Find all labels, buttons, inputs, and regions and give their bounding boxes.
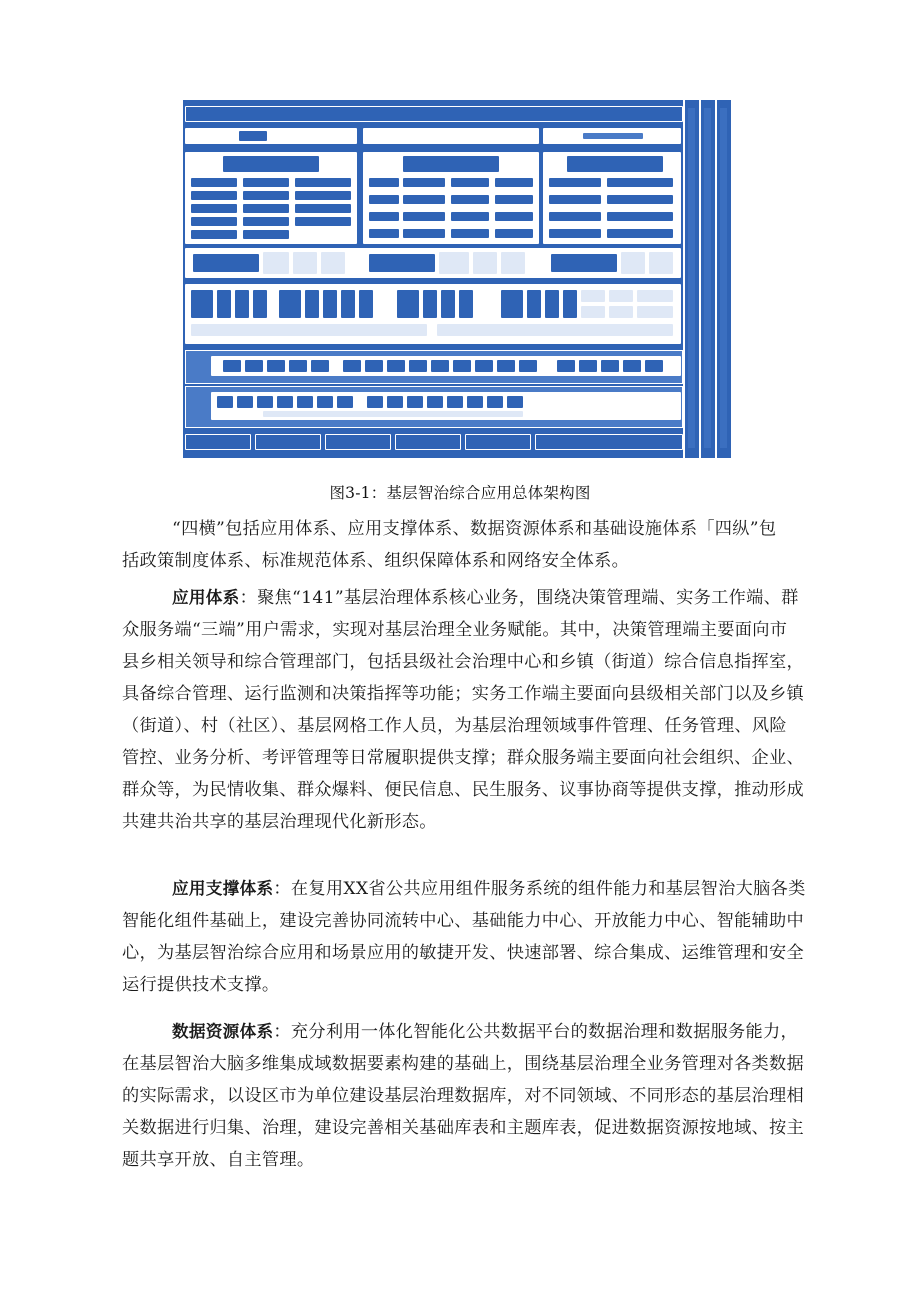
text-line: 心，为基层智治综合应用和场景应用的敏捷开发、快速部署、综合集成、运维管理和安全	[122, 943, 805, 963]
text-line: 共建共治共享的基层治理现代化新形态。	[122, 812, 437, 832]
text-line: 运行提供技术支撑。	[122, 975, 280, 995]
text-line: 应用体系：聚焦“141”基层治理体系核心业务，围绕决策管理端、实务工作端、群	[172, 588, 799, 608]
paragraph-four-horizontals	[122, 513, 777, 577]
text-line: 数据资源体系：充分利用一体化智能化公共数据平台的数据治理和数据服务能力，	[172, 1022, 799, 1042]
text-line: 的实际需求，以设区市为单位建设基层治理数据库，对不同领域、不同形态的基层治理相	[122, 1086, 805, 1106]
text-line: 题共享开放、自主管理。	[122, 1150, 315, 1170]
paragraph-data-resource-system	[122, 1016, 805, 1176]
text-line: 群众等，为民情收集、群众爆料、便民信息、民生服务、议事协商等提供支撑，推动形成	[122, 780, 805, 800]
paragraph-support-system	[122, 873, 806, 1001]
figure-caption: 图3-1：基层智治综合应用总体架构图	[329, 484, 591, 502]
text-line: 具备综合管理、运行监测和决策指挥等功能；实务工作端主要面向县级相关部门以及乡镇	[122, 684, 805, 704]
text-line: 众服务端“三端”用户需求，实现对基层治理全业务赋能。其中，决策管理端主要面向市	[122, 620, 788, 640]
text-line: 管控、业务分析、考评管理等日常履职提供支撑；群众服务端主要面向社会组织、企业、	[122, 748, 805, 768]
text-line: “四横”包括应用体系、应用支撑体系、数据资源体系和基础设施体系「四纵”包	[172, 519, 777, 539]
text-line: 关数据进行归集、治理，建设完善相关基础库表和主题库表，促进数据资源按地域、按主	[122, 1118, 805, 1138]
text-line: 括政策制度体系、标准规范体系、组织保障体系和网络安全体系。	[122, 551, 630, 571]
text-line: 县乡相关领导和综合管理部门，包括县级社会治理中心和乡镇（街道）综合信息指挥室，	[122, 652, 805, 672]
paragraph-lead: 数据资源体系	[172, 1022, 274, 1041]
paragraph-lead: 应用体系	[172, 588, 240, 607]
architecture-diagram	[183, 100, 731, 458]
paragraph-lead: 应用支撑体系	[172, 879, 274, 898]
text-line: 智能化组件基础上，建设完善协同流转中心、基础能力中心、开放能力中心、智能辅助中	[122, 911, 805, 931]
text-line: 在基层智治大脑多维集成域数据要素构建的基础上，围绕基层治理全业务管理对各类数据	[122, 1054, 805, 1074]
text-line: （街道）、村（社区）、基层网格工作人员，为基层治理领域事件管理、任务管理、风险	[122, 716, 787, 736]
text-line: 应用支撑体系：在复用XX省公共应用组件服务系统的组件能力和基层智治大脑各类	[172, 879, 806, 899]
paragraph-application-system	[122, 582, 805, 838]
